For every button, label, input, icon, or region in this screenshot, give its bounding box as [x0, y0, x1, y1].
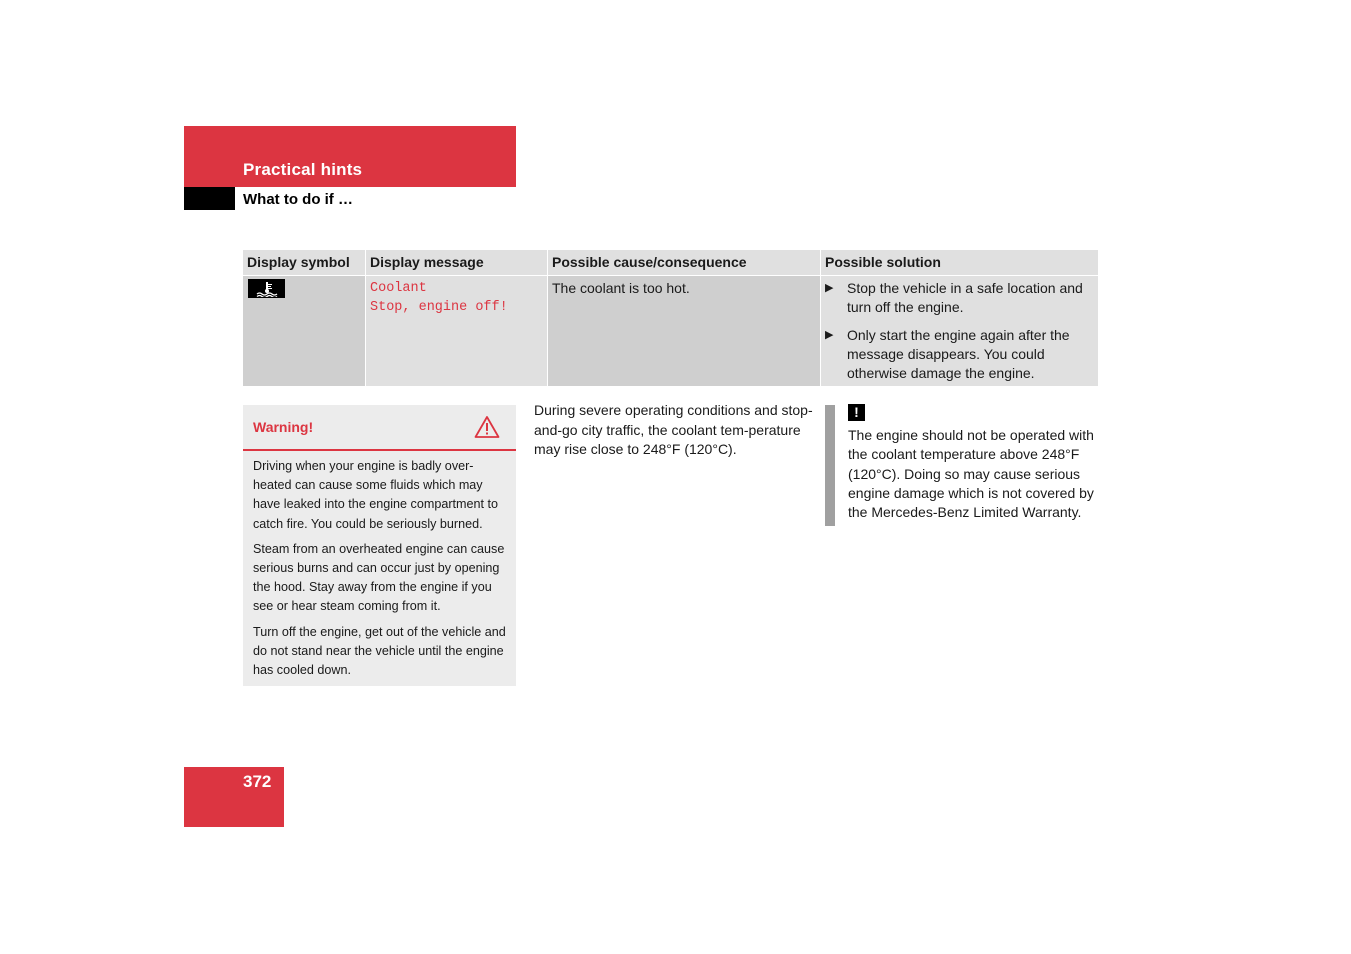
note-side-bar: [825, 405, 835, 526]
display-message-table: [243, 250, 1098, 386]
solution-text: Stop the vehicle in a safe location and turn off the engine.: [847, 280, 1083, 315]
warning-paragraph: Driving when your engine is badly over-heated can cause some fluids which may have leaked into the engine compartment to catch fire. You could be seriously burned.: [253, 459, 499, 531]
warning-paragraph: Steam from an overheated engine can cause serious burns and can occur just by opening the hood. Stay away from the engine if you see or hear steam coming from it.: [253, 541, 505, 614]
table-header-solution: Possible solution: [821, 250, 1098, 275]
coolant-info-text: [534, 401, 814, 460]
cell-possible-solution: [821, 276, 1098, 386]
cell-display-symbol: [243, 276, 365, 386]
exclamation-icon: !: [848, 404, 865, 421]
cell-possible-cause: [548, 276, 820, 386]
arrow-bullet-icon: ▶: [825, 329, 834, 341]
warning-triangle-icon: [474, 415, 500, 444]
cause-text: The coolant is too hot.: [552, 280, 690, 296]
coolant-info-paragraph: During severe operating conditions and stop-and-go city traffic, the coolant tem-perature may rise close to 248°F (120°C).: [534, 402, 813, 457]
table-header-cause: Possible cause/consequence: [548, 250, 820, 275]
display-message-line-1: Coolant: [370, 281, 427, 296]
solution-text: Only start the engine again after the message disappears. You could otherwise damage the engine.: [847, 327, 1070, 381]
warning-header: [243, 405, 516, 451]
cell-display-message: [366, 276, 547, 386]
arrow-bullet-icon: ▶: [825, 282, 834, 294]
coolant-temperature-icon: [248, 279, 285, 298]
note-text: [848, 426, 1100, 522]
warning-paragraph: Turn off the engine, get out of the vehicle and do not stand near the vehicle until the engine has cooled down.: [253, 624, 506, 678]
warning-box: [243, 405, 516, 686]
page-subtitle: What to do if …: [243, 191, 353, 208]
section-tab-marker: [184, 187, 235, 210]
display-message-line-2: Stop, engine off!: [370, 300, 508, 315]
warning-title: Warning!: [253, 419, 314, 435]
section-title: Practical hints: [243, 160, 363, 179]
warning-body: [243, 451, 516, 680]
solution-item: [825, 279, 1094, 317]
table-header-message: Display message: [366, 250, 547, 275]
page-number: 372: [243, 772, 272, 791]
solution-item: [825, 326, 1094, 383]
table-header-symbol: Display symbol: [243, 250, 365, 275]
note-paragraph: The engine should not be operated with the coolant temperature above 248°F (120°C). Doing so may cause serious engine damage which is not covered by the Mercedes-Benz Limited Warranty.: [848, 427, 1094, 521]
